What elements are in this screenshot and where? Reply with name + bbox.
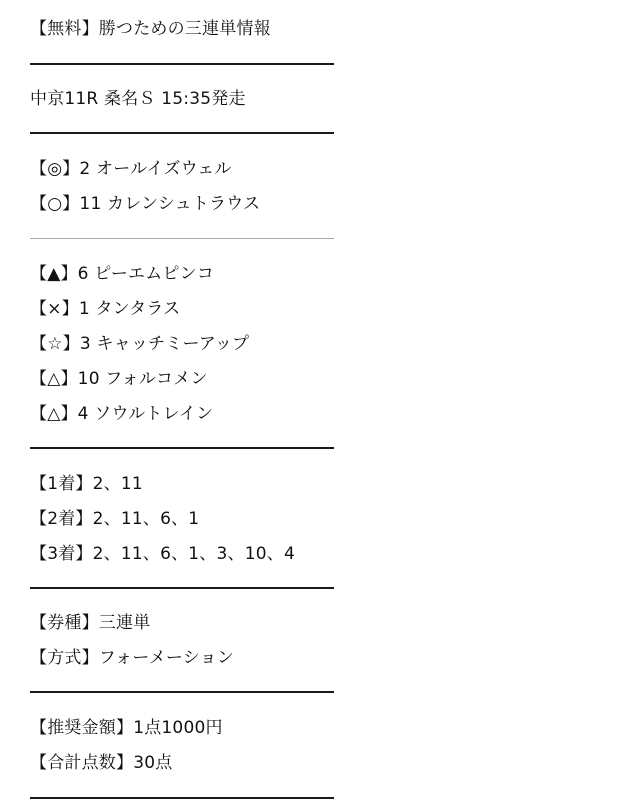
pick-batsu: 【×】1 タンタラス	[30, 299, 181, 319]
divider	[30, 587, 334, 589]
formation-third: 【3着】2、11、6、1、3、10、4	[30, 544, 295, 564]
recommended-amount: 【推奨金額】1点1000円	[30, 718, 223, 738]
pick-honmei: 【◎】2 オールイズウェル	[30, 159, 232, 179]
divider	[30, 447, 334, 449]
divider	[30, 132, 334, 134]
divider-thin	[30, 238, 334, 239]
ticket-method: 【方式】フォーメーション	[30, 648, 235, 668]
divider	[30, 63, 334, 65]
formation-second: 【2着】2、11、6、1	[30, 509, 200, 529]
ticket-type: 【券種】三連単	[30, 613, 151, 633]
formation-first: 【1着】2、11	[30, 474, 143, 494]
page-title: 【無料】勝つための三連単情報	[30, 19, 271, 39]
race-info: 中京11R 桑名Ｓ 15:35発走	[30, 89, 246, 109]
divider	[30, 797, 334, 799]
total-points: 【合計点数】30点	[30, 753, 173, 773]
pick-hoshi: 【☆】3 キャッチミーアップ	[30, 334, 250, 354]
pick-tanana: 【▲】6 ピーエムピンコ	[30, 264, 215, 284]
divider	[30, 691, 334, 693]
pick-renka-1: 【△】10 フォルコメン	[30, 369, 208, 389]
pick-taikou: 【○】11 カレンシュトラウス	[30, 194, 261, 214]
pick-renka-2: 【△】4 ソウルトレイン	[30, 404, 214, 424]
